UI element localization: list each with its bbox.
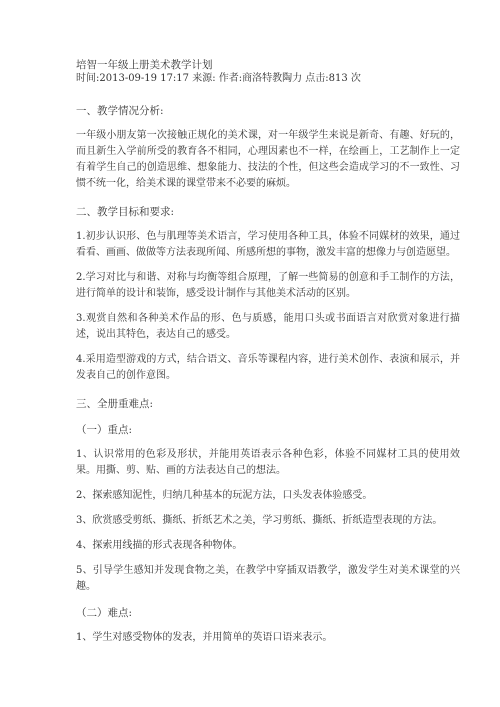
goal-item-1: 1.初步认识形、色与肌理等美术语言，学习使用各种工具，体验不同媒材的效果，通过看看、画画、做做等方法表现所闻、所感所想的事物，激发丰富的想像力与创造愿望。 [76, 231, 460, 258]
section-heading-analysis: 一、教学情况分析: [76, 105, 164, 117]
section-paragraph-analysis: 一年级小朋友第一次接触正规化的美术课，对一年级学生来说是新奇、有趣、好玩的，而且新生入学前所受的教育各不相同，心理因素也不一样，在绘画上，工艺制作上一定有着学生自己的创造思维、想象能力、技法的个性，但这些会造成学习的不一致性、习惯不统一化，给美术课的课堂带来不必要的麻烦。 [76, 130, 460, 189]
document-meta: 时间:2013-09-19 17:17 来源: 作者:商洛特教陶力 点击:813 次 [76, 73, 361, 84]
difficulty-item-1: 1、学生对感受物体的发表，并用简单的英语口语来表示。 [76, 632, 333, 643]
key-point-item-5: 5、引导学生感知并发现食物之美，在教学中穿插双语教学，激发学生对美术课堂的兴趣。 [76, 565, 460, 592]
document-title: 培智一年级上册美术教学计划 [76, 59, 213, 71]
key-point-item-3: 3、欣赏感受剪纸、撕纸、折纸艺术之美，学习剪纸、撕纸、折纸造型表现的方法。 [76, 515, 443, 526]
key-point-item-2: 2、探索感知泥性，归纳几种基本的玩泥方法，口头发表体验感受。 [76, 490, 373, 501]
goal-item-4: 4.采用造型游戏的方式，结合语文、音乐等课程内容，进行美术创作、表演和展示，并发表自己的创作意图。 [76, 354, 460, 381]
section-heading-goals: 二、教学目标和要求: [76, 206, 175, 218]
goal-item-3: 3.观赏自然和各种美术作品的形、色与质感，能用口头或书面语言对欣赏对象进行描述，说出其特色，表达自己的感受。 [76, 313, 460, 340]
key-point-item-1: 1、认识常用的色彩及形状，并能用英语表示各种色彩，体验不同媒材工具的使用效果。用撕、剪、贴、画的方法表达自己的想法。 [76, 449, 460, 476]
key-point-item-4: 4、探索用线描的形式表现各种物体。 [76, 540, 243, 551]
subheading-key-points: （一）重点: [76, 424, 133, 436]
subheading-difficulties: （二）难点: [76, 607, 133, 619]
goal-item-2: 2.学习对比与和谐、对称与均衡等组合原理，了解一些简易的创意和手工制作的方法，进行简单的设计和装饰，感受设计制作与其他美术活动的区别。 [76, 272, 460, 299]
section-heading-key-points: 三、全册重难点: [76, 398, 154, 410]
